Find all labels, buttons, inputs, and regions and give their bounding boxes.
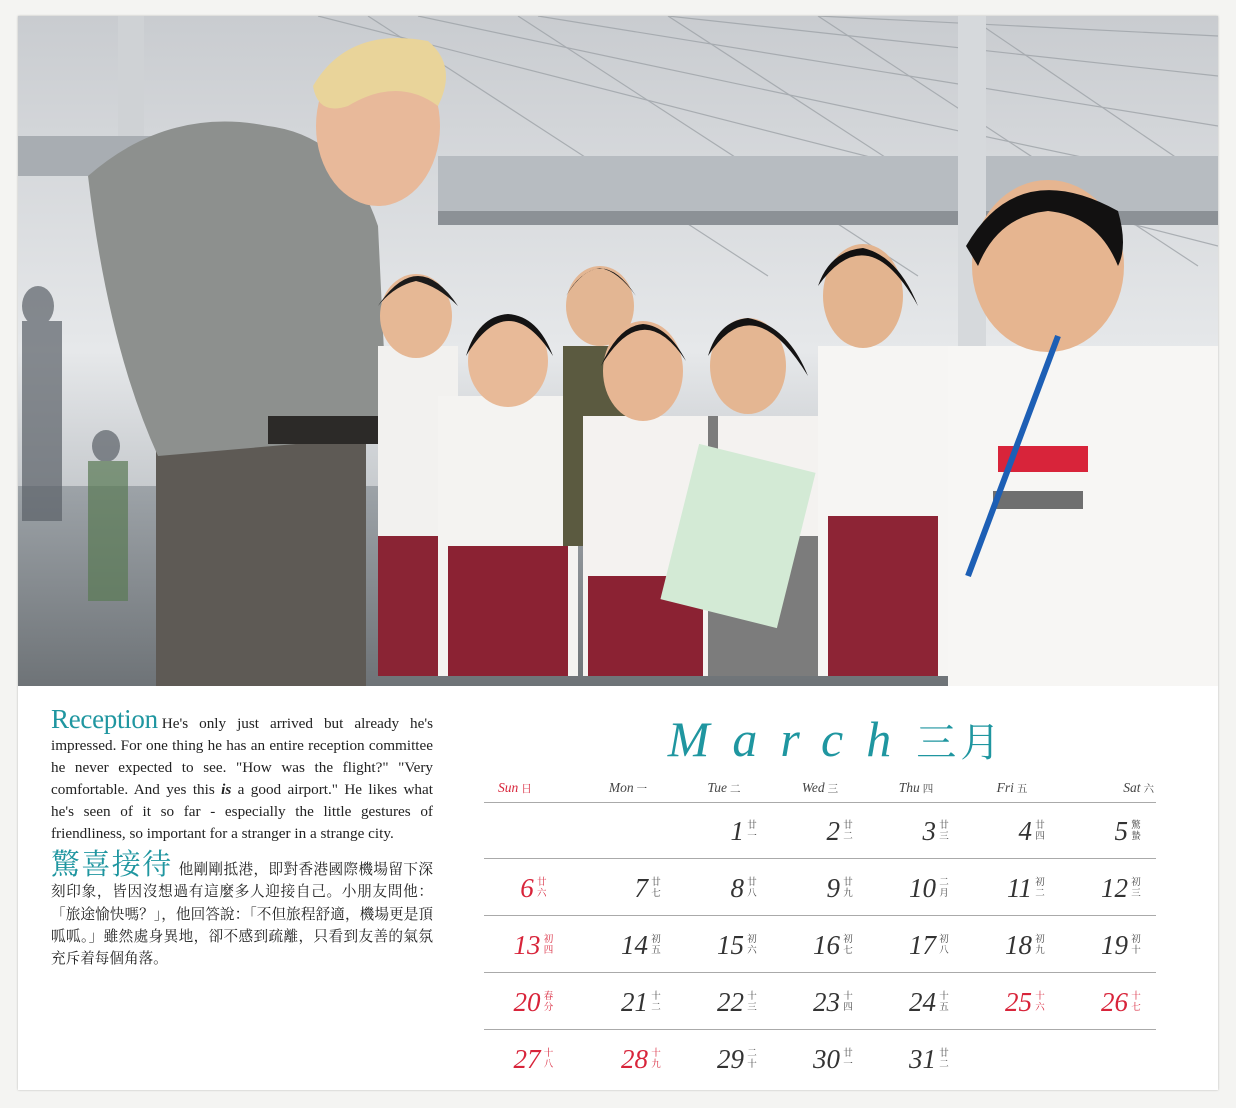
calendar-day-6: [484, 859, 580, 915]
calendar-day-18: [964, 916, 1060, 972]
day-number: 30: [813, 1043, 840, 1074]
calendar-day-16: [772, 916, 868, 972]
day-number: 13: [513, 929, 541, 960]
weekday-label-zh: 日: [521, 783, 532, 795]
lunar-date: 廿四: [1035, 820, 1045, 842]
calendar-day-30: [772, 1030, 868, 1086]
english-body-part-1: He's only just arrived but already he's impressed. For one thing he has an entire reception committee he never expected to see. "How was the flight?" "Very comfortable. And yes this: [51, 715, 433, 798]
weekday-label-zh: 一: [636, 783, 648, 795]
lunar-date: 十八: [543, 1048, 554, 1070]
calendar-day-26: [1060, 973, 1156, 1029]
calendar-day-12: [1060, 859, 1156, 915]
weekday-label-zh: 四: [922, 783, 934, 795]
lunar-date: 初七: [843, 934, 853, 956]
day-number: 9: [826, 872, 840, 903]
day-number: 18: [1005, 929, 1032, 960]
lunar-date: 二月: [939, 877, 949, 899]
calendar-day-22: [676, 973, 772, 1029]
weekday-wed: [772, 778, 868, 802]
day-number: 21: [621, 986, 648, 1017]
day-number: 28: [621, 1043, 648, 1074]
lunar-date: 廿三: [939, 820, 949, 842]
lunar-date: 驚蟄: [1131, 820, 1141, 842]
day-number: 31: [909, 1043, 936, 1074]
day-number: 11: [1007, 872, 1032, 903]
day-number: 10: [909, 872, 936, 903]
month-title-english: March: [667, 711, 915, 767]
calendar-week: [484, 916, 1156, 973]
calendar-day-11: [964, 859, 1060, 915]
lunar-date: 十四: [843, 991, 853, 1013]
weekday-sat: [1060, 778, 1156, 802]
day-number: 14: [621, 929, 648, 960]
day-number: 3: [922, 815, 936, 846]
calendar-day-1: [676, 802, 772, 858]
weekday-label-en: Sun: [498, 780, 519, 795]
calendar-empty-cell: [1060, 1030, 1156, 1086]
lunar-date: 春分: [543, 991, 554, 1013]
day-number: 15: [717, 929, 744, 960]
calendar-empty-cell: [580, 802, 676, 858]
calendar-day-29: [676, 1030, 772, 1086]
english-body-part-2: a good airport." He likes what he's seen of it so far - especially the little gestures of friendliness, so important for a stranger in a strange city.: [51, 781, 433, 842]
calendar-week: [484, 802, 1156, 859]
calendar-day-2: [772, 802, 868, 858]
chinese-description: [51, 847, 433, 970]
lunar-date: 十六: [1035, 991, 1045, 1013]
english-description: [51, 704, 433, 845]
weekday-label-en: Mon: [608, 780, 634, 795]
calendar-day-9: [772, 859, 868, 915]
weekday-mon: [580, 778, 676, 802]
weekday-label-zh: 二: [730, 783, 741, 795]
month-title-chinese: 三月: [916, 720, 1005, 766]
calendar-day-15: [676, 916, 772, 972]
weekday-label-zh: 五: [1016, 783, 1028, 795]
lunar-date: 初九: [1035, 934, 1045, 956]
day-number: 19: [1101, 929, 1128, 960]
lunar-date: 初五: [651, 934, 661, 956]
lunar-date: 初二: [1035, 877, 1045, 899]
weekday-label-en: Sat: [1123, 780, 1141, 795]
day-number: 22: [717, 986, 744, 1017]
day-number: 5: [1114, 815, 1128, 846]
weekday-sun: [484, 778, 580, 802]
calendar-day-5: [1060, 802, 1156, 858]
day-number: 29: [717, 1043, 744, 1074]
weekday-label-zh: 三: [827, 783, 839, 795]
day-number: 20: [513, 986, 541, 1017]
day-number: 24: [909, 986, 936, 1017]
day-number: 2: [826, 815, 840, 846]
calendar-grid: [484, 802, 1156, 1086]
lunar-date: 二十: [747, 1048, 757, 1070]
day-number: 26: [1101, 986, 1128, 1017]
calendar-week: [484, 859, 1156, 916]
day-number: 25: [1005, 986, 1032, 1017]
lunar-date: 十五: [939, 991, 949, 1013]
lunar-date: 初六: [747, 934, 757, 956]
lunar-date: 初十: [1131, 934, 1141, 956]
lunar-date: 廿六: [536, 877, 547, 899]
calendar-day-20: [484, 973, 580, 1029]
chinese-title: 驚喜接待: [51, 847, 173, 881]
lunar-date: 廿七: [651, 877, 661, 899]
lunar-date: 十三: [747, 991, 757, 1013]
calendar-day-23: [772, 973, 868, 1029]
lunar-date: 廿八: [747, 877, 757, 899]
calendar-day-19: [1060, 916, 1156, 972]
calendar-day-13: [484, 916, 580, 972]
calendar-day-8: [676, 859, 772, 915]
weekday-label-en: Fri: [996, 780, 1014, 795]
lunar-date: 初四: [543, 934, 554, 956]
description-block: [51, 704, 433, 985]
lunar-date: 初八: [939, 934, 949, 956]
calendar-week: [484, 973, 1156, 1030]
lunar-date: 十二: [651, 991, 661, 1013]
lunar-date: 初三: [1131, 877, 1141, 899]
day-number: 8: [730, 872, 744, 903]
day-number: 23: [813, 986, 840, 1017]
weekday-label-en: Tue: [707, 780, 727, 795]
lunar-date: 廿一: [843, 1048, 853, 1070]
day-number: 17: [909, 929, 936, 960]
day-number: 6: [520, 872, 534, 903]
calendar-day-7: [580, 859, 676, 915]
day-number: 7: [634, 872, 648, 903]
calendar-day-27: [484, 1030, 580, 1086]
calendar-empty-cell: [964, 1030, 1060, 1086]
photo: [18, 16, 1218, 686]
month-title: [486, 710, 1186, 768]
lunar-date: 廿二: [939, 1048, 949, 1070]
calendar-day-31: [868, 1030, 964, 1086]
calendar-day-25: [964, 973, 1060, 1029]
chinese-body: 他剛剛抵港，即對香港國際機場留下深刻印象，皆因沒想過有這麼多人迎接自己。小朋友問他：「旅途愉快嗎？」，他回答說：「不但旅程舒適，機場更是頂呱呱。」雖然處身異地，卻不感到疏離，只看到友善的氣氛充斥着每個角落。: [51, 861, 433, 968]
lunar-date: 十七: [1131, 991, 1141, 1013]
calendar-week: [484, 1030, 1156, 1086]
calendar-page: [18, 16, 1218, 1090]
lunar-date: 廿一: [747, 820, 757, 842]
day-number: 4: [1018, 815, 1032, 846]
day-number: 12: [1101, 872, 1128, 903]
lunar-date: 十九: [651, 1048, 661, 1070]
weekday-label-en: Wed: [801, 780, 825, 795]
english-title: Reception: [51, 704, 158, 734]
lunar-date: 廿二: [843, 820, 853, 842]
calendar-day-4: [964, 802, 1060, 858]
lunar-date: 廿九: [843, 877, 853, 899]
calendar-day-21: [580, 973, 676, 1029]
english-emphasis: is: [221, 781, 232, 798]
calendar-day-10: [868, 859, 964, 915]
calendar-empty-cell: [484, 802, 580, 858]
day-number: 1: [730, 815, 744, 846]
calendar-day-17: [868, 916, 964, 972]
calendar-day-3: [868, 802, 964, 858]
weekday-label-zh: 六: [1143, 783, 1154, 795]
calendar-day-14: [580, 916, 676, 972]
weekday-fri: [964, 778, 1060, 802]
calendar-day-24: [868, 973, 964, 1029]
calendar-day-28: [580, 1030, 676, 1086]
weekday-thu: [868, 778, 964, 802]
day-number: 27: [513, 1043, 541, 1074]
weekday-tue: [676, 778, 772, 802]
weekday-label-en: Thu: [898, 780, 920, 795]
weekday-header: [484, 778, 1156, 803]
airport-photo-illustration: [18, 16, 1218, 686]
day-number: 16: [813, 929, 840, 960]
